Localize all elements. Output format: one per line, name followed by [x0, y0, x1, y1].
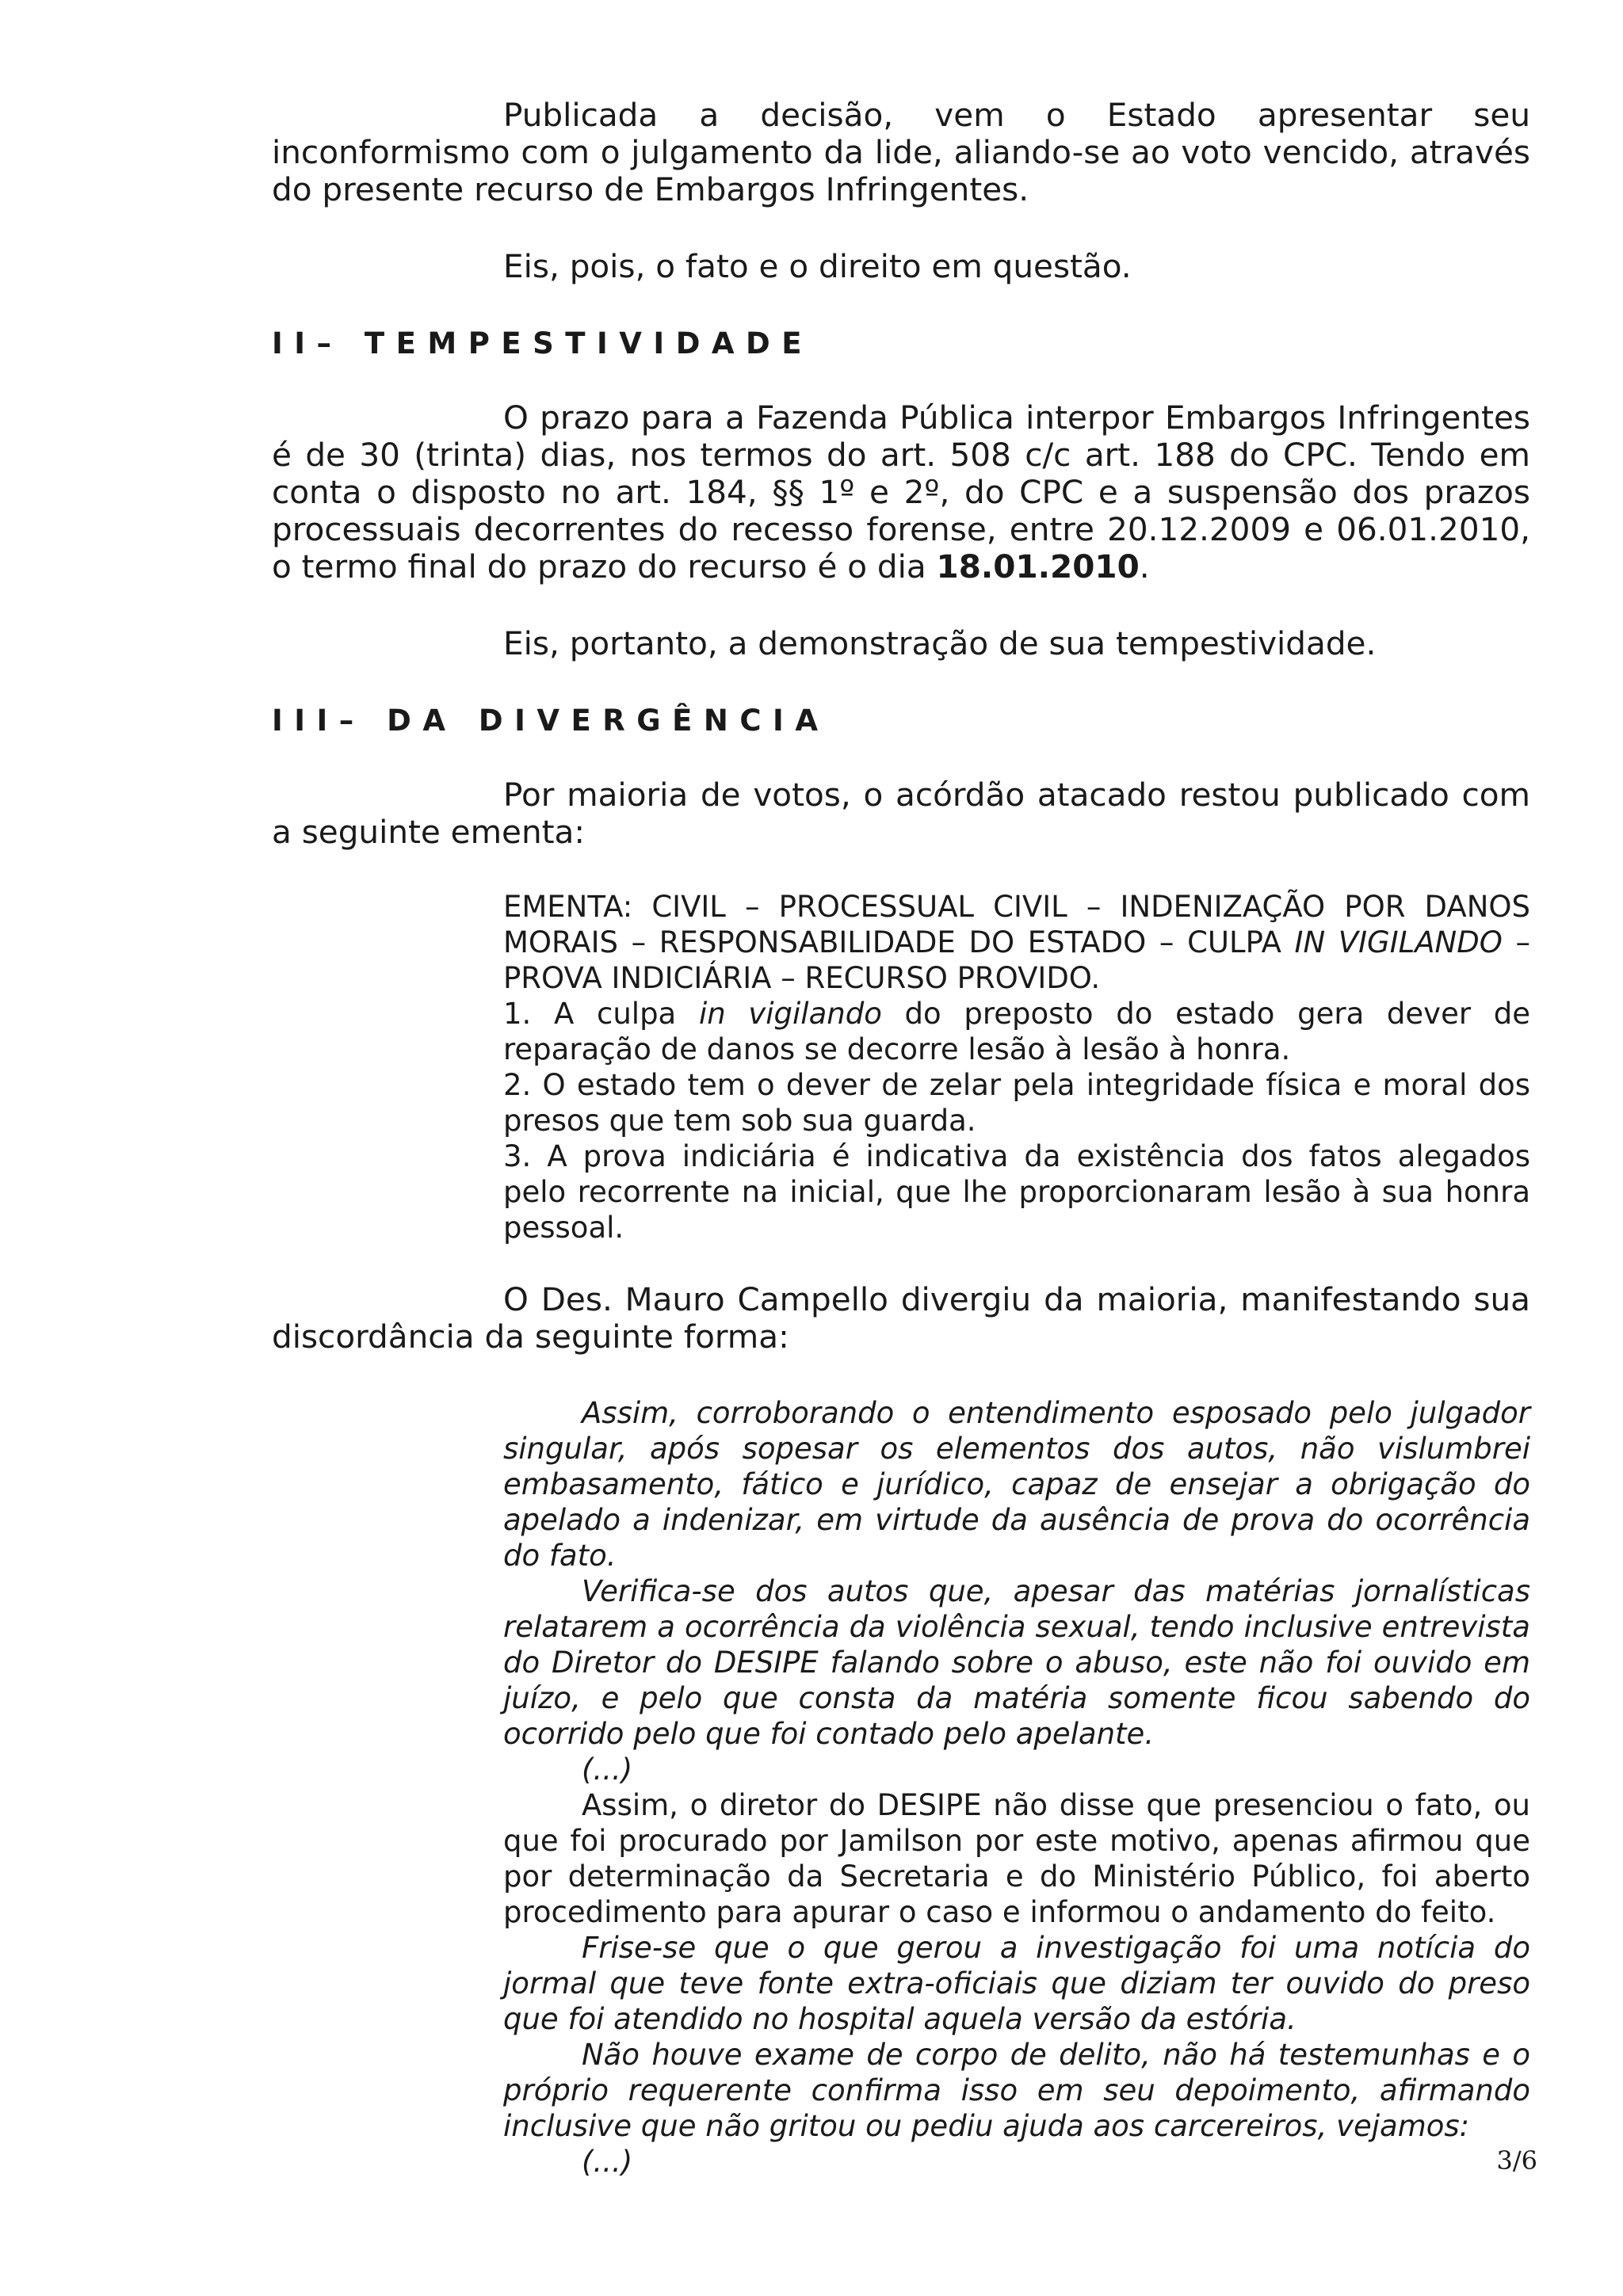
section-heading-divergencia: III– DA DIVERGÊNCIA	[272, 704, 830, 738]
ementa-item-1-text: 1. A culpa	[503, 997, 699, 1031]
quote-ellipsis-1: (...)	[582, 1753, 633, 1787]
ementa-item-2: 2. O estado tem o dever de zelar pela integridade física e moral dos presos que tem sob sua guarda.	[503, 1068, 1530, 1138]
ementa-header-italic: IN VIGILANDO	[1294, 925, 1503, 959]
quote-paragraph-4: Frise-se que o que gerou a investigação foi uma notícia do jormal que teve fonte extra-oficiais que diziam ter ouvido do preso que foi atendido no hospital aquela versão da estória.	[503, 1931, 1530, 2036]
deadline-date: 18.01.2010	[936, 547, 1140, 585]
quote-paragraph-2: Verifica-se dos autos que, apesar das matérias jornalísticas relatarem a ocorrência da violência sexual, tendo inclusive entrevista do Diretor do DESIPE falando sobre o abuso, este não foi ouvido em juízo, e pelo que consta da matéria somente ficou sabendo do ocorrido pelo que foi contado pelo apelante.	[503, 1574, 1530, 1751]
tempestividade-paragraph-2: Eis, portanto, a demonstração de sua tempestividade.	[503, 624, 1377, 662]
tempestividade-paragraph-1	[272, 399, 1530, 585]
ementa-header-text: EMENTA: CIVIL – PROCESSUAL CIVIL – INDENIZAÇÃO POR DANOS MORAIS – RESPONSABILIDADE DO ESTADO – CULPA	[503, 890, 1530, 959]
ementa-item-1	[503, 996, 1530, 1067]
ementa-header	[503, 889, 1530, 996]
quote-paragraph-3: Assim, o diretor do DESIPE não disse que presenciou o fato, ou que foi procurado por Jamilson por este motivo, apenas afirmou que por determinação da Secretaria e do Ministério Público, foi aberto procedimento para apurar o caso e informou o andamento do feito.	[503, 1788, 1530, 1929]
ementa-item-1-italic: in vigilando	[698, 997, 882, 1031]
ementa-item-3: 3. A prova indiciária é indicativa da existência dos fatos alegados pelo recorrente na inicial, que lhe proporcionaram lesão à sua honra pessoal.	[503, 1139, 1530, 1245]
divergencia-paragraph-2: O Des. Mauro Campello divergiu da maioria, manifestando sua discordância da seguinte forma:	[272, 1280, 1530, 1356]
tempestividade-text: O prazo para a Fazenda Pública interpor Embargos Infringentes é de 30 (trinta) dias, nos termos do art. 508 c/c art. 188 do CPC. Tendo em conta o disposto no art. 184, §§ 1º e 2º, do CPC e a suspensão dos prazos processuais decorrentes do recesso forense, entre 20.12.2009 e 06.01.2010, o termo final do prazo do recurso é o dia	[272, 399, 1530, 585]
quote-paragraph-1: Assim, corroborando o entendimento esposado pelo julgador singular, após sopesar os elementos dos autos, não vislumbrei embasamento, fático e jurídico, capaz de ensejar a obrigação do apelado a indenizar, em virtude da ausência de prova do ocorrência do fato.	[503, 1396, 1530, 1573]
tempestividade-end: .	[1139, 547, 1150, 585]
quote-paragraph-5: Não houve exame de corpo de delito, não há testemunhas e o próprio requerente confirma isso em seu depoimento, afirmando inclusive que não gritou ou pediu ajuda aos carcereiros, vejamos:	[503, 2038, 1530, 2143]
ementa-block	[503, 889, 1530, 1245]
ementa-header-end: – PROVA INDICIÁRIA – RECURSO PROVIDO.	[503, 925, 1530, 995]
quote-ellipsis-2: (...)	[582, 2145, 633, 2179]
quote-block	[503, 1395, 1530, 2180]
section-heading-tempestividade: II– TEMPESTIVIDADE	[272, 326, 814, 360]
divergencia-paragraph-1: Por maioria de votos, o acórdão atacado restou publicado com a seguinte ementa:	[272, 776, 1530, 851]
ementa-item-1-end: do preposto do estado gera dever de reparação de danos se decorre lesão à lesão à honra.	[503, 997, 1530, 1066]
intro-paragraph-1: Publicada a decisão, vem o Estado apresentar seu inconformismo com o julgamento da lide, aliando-se ao voto vencido, através do presente recurso de Embargos Infringentes.	[272, 96, 1530, 208]
page-number: 3/6	[1496, 2145, 1537, 2176]
intro-paragraph-2: Eis, pois, o fato e o direito em questão.	[503, 247, 1132, 285]
document-page	[272, 97, 1530, 2180]
